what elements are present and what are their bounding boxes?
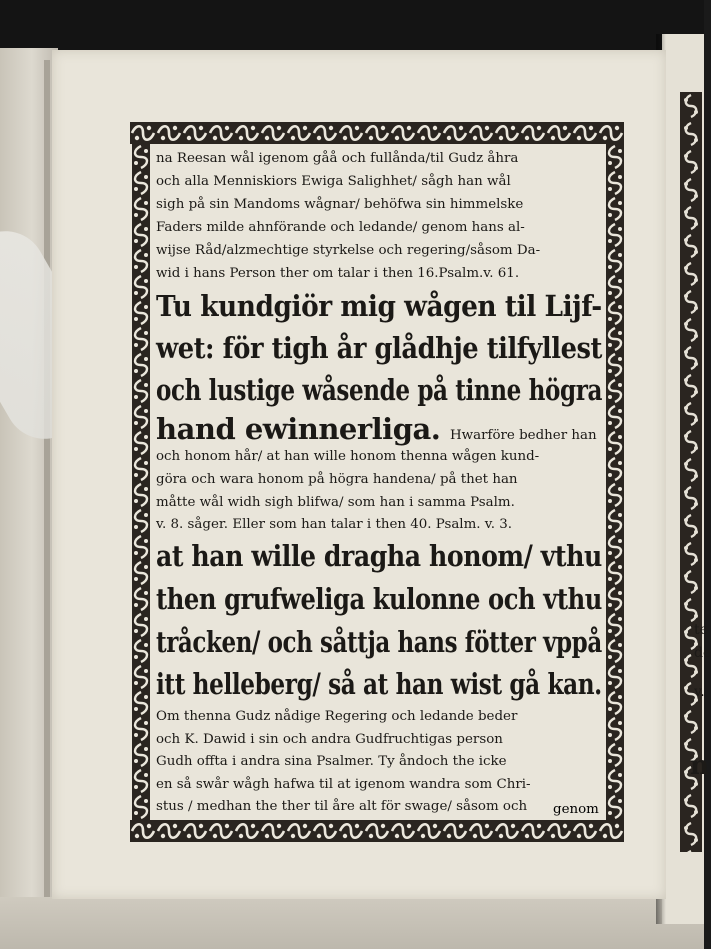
text-line: na Reesan wål igenom gåå och fullånda/til Gudz åhra xyxy=(156,151,519,166)
text-line: stus / medhan the ther til åre alt för swage/ såsom och xyxy=(156,799,528,814)
text-line: göra och wara honom på högra handena/ på thet han xyxy=(156,472,518,487)
text-line: måtte wål widh sigh blifwa/ som han i samma Psalm. xyxy=(156,495,515,510)
book-edge xyxy=(0,897,704,949)
facing-page-ornament xyxy=(680,92,702,852)
text-line: och honom hår/ at han wille honom thenna wågen kund- xyxy=(156,449,540,464)
text-line: Faders milde ahnförande och ledande/ genom hans al- xyxy=(156,220,525,235)
quote-line: at han wille dragha honom/ vthu xyxy=(156,539,602,573)
ornament-border-top xyxy=(130,122,624,144)
facing-page-text: te xyxy=(694,622,708,638)
quote-line: itt helleberg/ så at han wist gå kan. xyxy=(156,667,602,701)
quote-line: wet: för tigh år glådhje tilfyllest xyxy=(156,331,602,365)
ornament-border-bottom xyxy=(130,820,624,842)
catchword: genom xyxy=(553,802,599,817)
facing-page-text: n xyxy=(690,751,709,781)
scanner-background xyxy=(0,0,704,50)
quote-line: Tu kundgiör mig wågen til Lijf- xyxy=(156,289,602,323)
facing-page-text: v. xyxy=(694,684,705,700)
ornament-border-right xyxy=(606,144,624,820)
text-line: Om thenna Gudz nådige Regering och ledande beder xyxy=(156,709,518,724)
binding-edge xyxy=(44,60,50,900)
ornament-border-left xyxy=(132,144,150,820)
quote-line: och lustige wåsende på tinne högra xyxy=(156,373,603,407)
text-line: wid i hans Person ther om talar i then 16.Psalm.v. 61. xyxy=(156,266,520,281)
page-text-block xyxy=(156,148,602,822)
text-line: en så swår wågh hafwa til at igenom wandra som Chri- xyxy=(156,777,531,792)
quote-line: then grufweliga kulonne och vthu xyxy=(156,582,602,616)
quote-line: hand ewinnerliga. xyxy=(156,412,441,446)
text-line: Gudh offta i andra sina Psalmer. Ty åndoch the icke xyxy=(156,754,507,769)
text-line: wijse Råd/alzmechtige styrkelse och regering/såsom Da- xyxy=(156,243,541,258)
text-line: och alla Menniskiors Ewiga Salighhet/ sågh han wål xyxy=(156,174,511,189)
text-line: Hwarföre bedher han xyxy=(449,428,597,443)
facing-page-text: de xyxy=(694,645,711,661)
text-line: sigh på sin Mandoms wågnar/ behöfwa sin himmelske xyxy=(156,197,524,212)
text-line: och K. Dawid i sin och andra Gudfruchtigas person xyxy=(156,732,503,747)
quote-line: tråcken/ och såttja hans fötter vppå xyxy=(156,625,602,659)
text-line: v. 8. såger. Eller som han talar i then 40. Psalm. v. 3. xyxy=(156,517,513,532)
